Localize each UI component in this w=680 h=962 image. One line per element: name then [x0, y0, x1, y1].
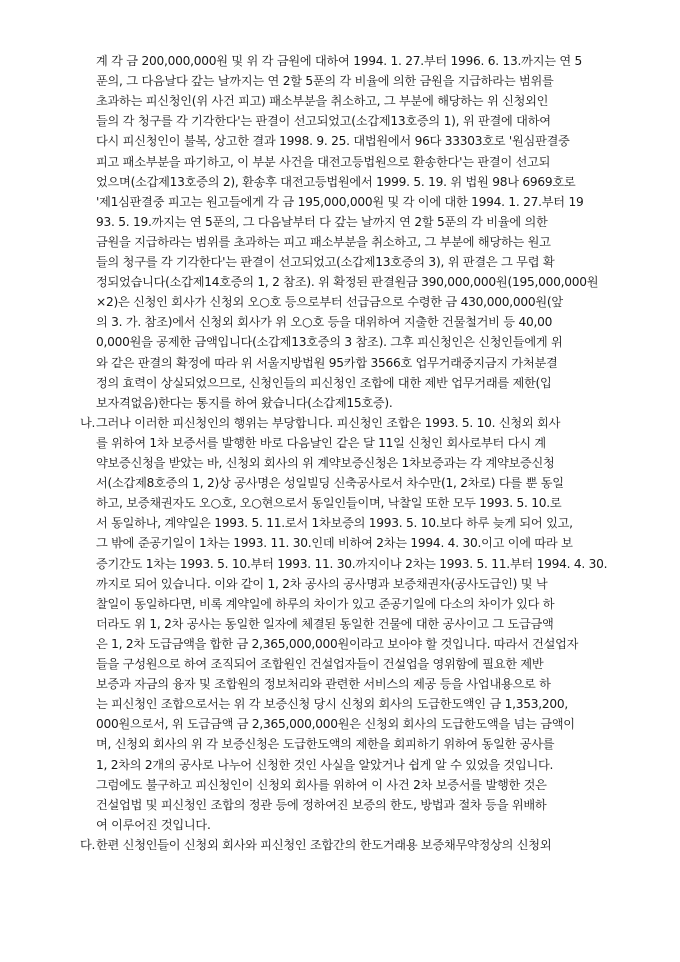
line-text: 를 위하여 1차 보증서를 발행한 바로 다음날인 같은 달 11일 신청인 회사로부터 다시 계: [96, 435, 546, 450]
line-text: '제1심판결중 피고는 원고들에게 각 금 195,000,000원 및 각 이에 대한 1994. 1. 27.부터 19: [96, 194, 584, 209]
line-text: 계 각 금 200,000,000원 및 위 각 금원에 대하여 1994. 1. 27.부터 1996. 6. 13.까지는 연 5: [96, 54, 583, 68]
paragraph-line: [96, 535, 616, 551]
line-text: 은 1, 2차 도급금액을 합한 금 2,365,000,000원이라고 보아야 할 것입니다. 따라서 건설업자: [96, 636, 579, 651]
paragraph-line: [96, 817, 616, 833]
paragraph-line: [96, 214, 616, 230]
paragraph-line: [96, 254, 616, 270]
line-text: 0,000원을 공제한 금액입니다(소갑제13호증의 3 참조). 그후 피신청인은 신청인들에게 위: [96, 335, 563, 350]
paragraph-line: [96, 194, 616, 210]
paragraph-line: [96, 676, 616, 692]
list-marker: 다.: [80, 837, 96, 852]
line-text: 찰일이 동일하다면, 비록 계약일에 하루의 차이가 있고 준공기일에 다소의 차이가 있다 하: [96, 596, 555, 611]
line-text: 건설업법 및 피신청인 조합의 정관 등에 정하여진 보증의 한도, 방법과 절차 등을 위배하: [96, 797, 547, 812]
line-text: 다시 피신청인이 불복, 상고한 결과 1998. 9. 25. 대법원에서 96다 33303호로 '원심판결중: [96, 134, 570, 149]
paragraph-line: [96, 93, 616, 109]
paragraph-line: [96, 334, 616, 350]
paragraph-line: [96, 294, 616, 310]
line-text: 약보증신청을 받았는 바, 신청외 회사의 위 계약보증신청은 1차보증과는 각 계약보증신청: [96, 456, 555, 470]
paragraph-line: [96, 797, 616, 813]
line-text: 들의 청구를 각 기각한다'는 판결이 선고되었고(소갑제13호증의 3), 위 판결은 그 무렵 확: [96, 255, 555, 269]
paragraph-line: [96, 636, 616, 652]
paragraph-line: [96, 274, 616, 290]
line-text: 그 밖에 준공기일이 1차는 1993. 11. 30.인데 비하여 2차는 1994. 4. 30.이고 이에 따라 보: [96, 536, 573, 551]
paragraph-line: [96, 515, 616, 531]
list-item-line: [80, 415, 600, 431]
line-text: 하고, 보증채권자도 오○호, 오○현으로서 동일인들이며, 낙찰일 또한 모두 1993. 5. 10.로: [96, 496, 562, 511]
line-text: 었으며(소갑제13호증의 2), 환송후 대전고등법원에서 1999. 5. 19. 위 법원 98나 6969호로: [96, 174, 576, 189]
line-text: 여 이루어진 것입니다.: [96, 817, 211, 832]
paragraph-line: [96, 53, 616, 69]
paragraph-line: [96, 174, 616, 190]
line-text: 보증과 자금의 융자 및 조합원의 정보처리와 관련한 서비스의 제공 등을 사업내용으로 하: [96, 677, 551, 692]
line-text: 000원으로서, 위 도급금액 금 2,365,000,000원은 신청외 회사의 도급한도액을 넘는 금액이: [96, 717, 575, 732]
line-text: 와 같은 판결의 확정에 따라 위 서울지방법원 95카합 3566호 업무거래중지금지 가처분결: [96, 355, 558, 370]
paragraph-line: [96, 495, 616, 511]
line-text: 정되었습니다(소갑제14호증의 1, 2 참조). 위 확정된 판결원금 390,000,000원(195,000,000원: [96, 275, 599, 290]
line-text: 피고 패소부분을 파기하고, 이 부분 사건을 대전고등법원으로 환송한다'는 판결이 선고되: [96, 154, 551, 169]
line-text: 초과하는 피신청인(위 사건 피고) 패소부분을 취소하고, 그 부분에 해당하는 위 신청외인: [96, 94, 549, 109]
paragraph-line: [96, 475, 616, 491]
line-text: 93. 5. 19.까지는 연 5푼의, 그 다음날부터 다 갚는 날까지 연 2할 5푼의 각 비율에 의한: [96, 214, 548, 229]
paragraph-line: [96, 757, 616, 773]
paragraph-line: [96, 234, 616, 250]
paragraph-line: [96, 314, 616, 330]
line-text: 서(소갑제8호증의 1, 2)상 공사명은 성일빌딩 신축공사로서 차수만(1, 2차로) 다를 뿐 동일: [96, 476, 564, 491]
line-text: 는 피신청인 조합으로서는 위 각 보증신청 당시 신청외 회사의 도급한도액인 금 1,353,200,: [96, 697, 569, 712]
paragraph-line: [96, 777, 616, 793]
line-text: 정의 효력이 상실되었으므로, 신청인들의 피신청인 조합에 대한 제반 업무거래를 제한(입: [96, 375, 552, 390]
paragraph-line: [96, 455, 616, 471]
line-text: 증기간도 1차는 1993. 5. 10.부터 1993. 11. 30.까지이나 2차는 1993. 5. 11.부터 1994. 4. 30.: [96, 556, 608, 571]
line-text: 까지로 되어 있습니다. 이와 같이 1, 2차 공사의 공사명과 보증채권자(공사도급인) 및 낙: [96, 576, 548, 591]
list-marker: 나.: [80, 415, 96, 430]
paragraph-line: [96, 576, 616, 592]
line-text: 서 동일하나, 계약일은 1993. 5. 11.로서 1차보증의 1993. 5. 10.보다 하루 늦게 되어 있고,: [96, 516, 573, 531]
line-text: 1, 2차의 2개의 공사로 나누어 신청한 것인 사실을 알았거나 쉽게 알 수 있었을 것입니다.: [96, 757, 554, 772]
line-text: 의 3. 가. 참조)에서 신청외 회사가 위 오○호 등을 대위하여 지출한 건물철거비 등 40,00: [96, 315, 553, 330]
line-text: ×2)은 신청인 회사가 신청외 오○호 등으로부터 선급금으로 수령한 금 430,000,000원(앞: [96, 295, 563, 310]
paragraph-line: [96, 154, 616, 170]
line-text: 들의 각 청구를 각 기각한다'는 판결이 선고되었고(소갑제13호증의 1), 위 판결에 대하여: [96, 114, 551, 129]
paragraph-line: [96, 133, 616, 149]
paragraph-line: [96, 736, 616, 752]
paragraph-line: [96, 596, 616, 612]
line-text: 며, 신청외 회사의 위 각 보증신청은 도급한도액의 제한을 회피하기 위하여 동일한 공사를: [96, 737, 555, 752]
paragraph-line: [96, 355, 616, 371]
paragraph-line: [96, 556, 616, 572]
paragraph-line: [96, 616, 616, 632]
paragraph-line: [96, 395, 616, 411]
paragraph-line: [96, 656, 616, 672]
line-text: 더라도 위 1, 2차 공사는 동일한 일자에 체결된 동일한 건물에 대한 공사이고 그 도급금액: [96, 616, 554, 631]
line-text: 그러나 이러한 피신청인의 행위는 부당합니다. 피신청인 조합은 1993. 5. 10. 신청외 회사: [96, 415, 561, 430]
paragraph-line: [96, 113, 616, 129]
paragraph-line: [96, 73, 616, 89]
paragraph-line: [96, 435, 616, 451]
paragraph-line: [96, 375, 616, 391]
line-text: 들을 구성원으로 하여 조직되어 조합원인 건설업자들이 건설업을 영위함에 필요한 제반: [96, 657, 544, 671]
line-text: 푼의, 그 다음날다 갚는 날까지는 연 2할 5푼의 각 비율에 의한 금원을 지급하라는 범위를: [96, 74, 554, 89]
line-text: 한편 신청인들이 신청외 회사와 피신청인 조합간의 한도거래용 보증채무약정상의 신청외: [96, 837, 552, 852]
line-text: 금원을 지급하라는 범위를 초과하는 피고 패소부분을 취소하고, 그 부분에 해당하는 원고: [96, 234, 551, 249]
line-text: 그럼에도 불구하고 피신청인이 신청외 회사를 위하여 이 사건 2차 보증서를 발행한 것은: [96, 777, 547, 792]
line-text: 보자격없음)한다는 통지를 하여 왔습니다(소갑제15호증).: [96, 395, 393, 410]
paragraph-line: [96, 716, 616, 732]
paragraph-line: [96, 696, 616, 712]
list-item-line: [80, 837, 600, 853]
